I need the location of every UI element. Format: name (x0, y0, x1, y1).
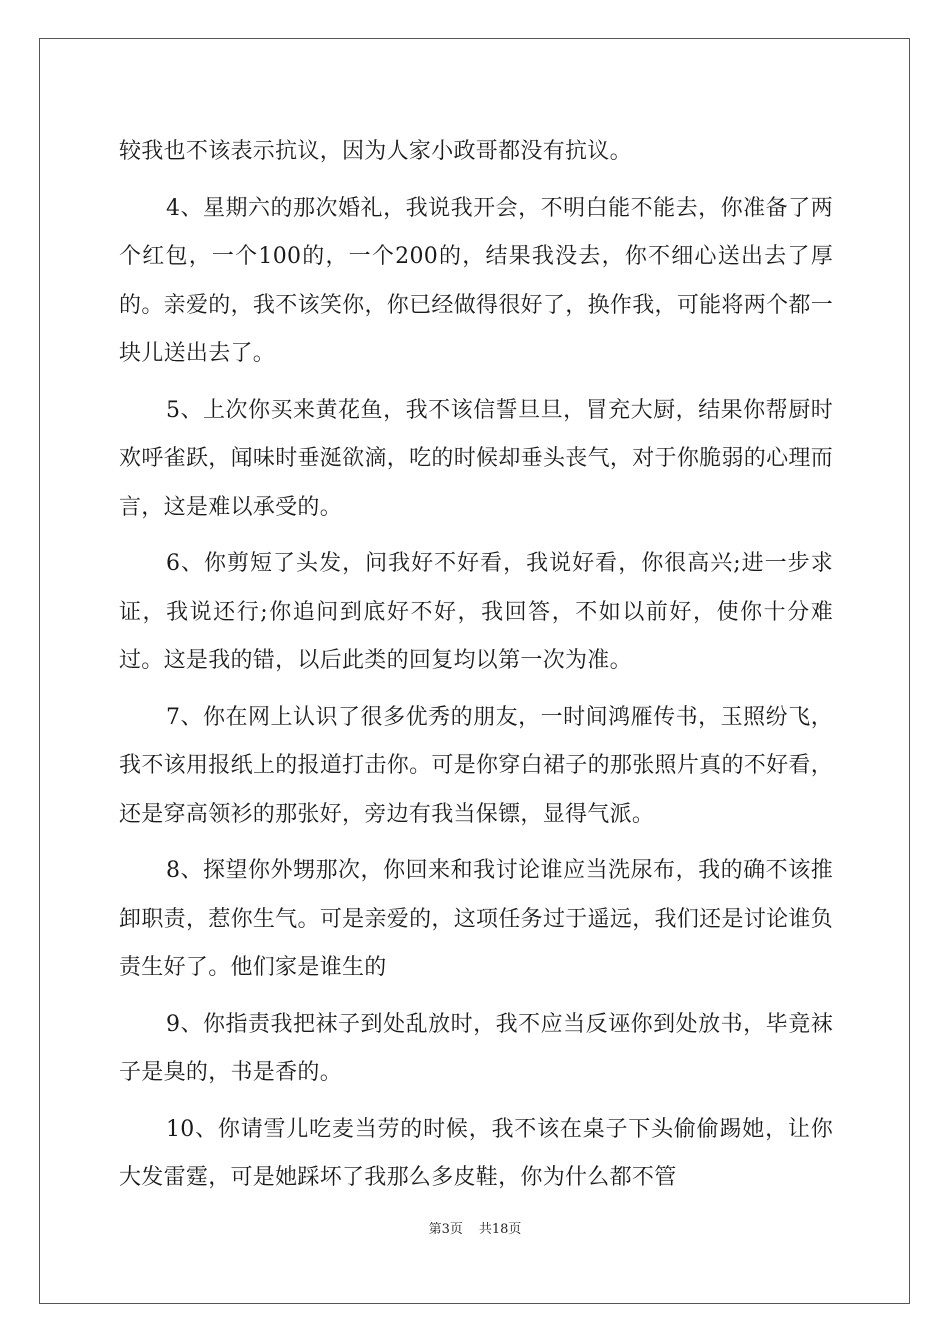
page-footer (0, 1218, 950, 1237)
paragraph-item-5: 5、上次你买来黄花鱼，我不该信誓旦旦，冒充大厨，结果你帮厨时欢呼雀跃，闻味时垂涎欲滴，吃的时候却垂头丧气，对于你脆弱的心理而言，这是难以承受的。 (119, 397, 833, 520)
paragraph-item-7: 7、你在网上认识了很多优秀的朋友，一时间鸿雁传书，玉照纷飞，我不该用报纸上的报道打击你。可是你穿白裙子的那张照片真的不好看，还是穿高领衫的那张好，旁边有我当保镖，显得气派。 (119, 704, 833, 827)
paragraph-item-8: 8、探望你外甥那次，你回来和我讨论谁应当洗尿布，我的确不该推卸职责，惹你生气。可是亲爱的，这项任务过于遥远，我们还是讨论谁负责生好了。他们家是谁生的 (119, 858, 833, 980)
page-number: 第3页 (428, 1222, 463, 1237)
paragraph-item-9: 9、你指责我把袜子到处乱放时，我不应当反诬你到处放书，毕竟袜子是臭的，书是香的。 (119, 1011, 833, 1085)
paragraph-item-4: 4、星期六的那次婚礼，我说我开会，不明白能不能去，你准备了两个红包，一个100的，一个200的，结果我没去，你不细心送出去了厚的。亲爱的，我不该笑你，你已经做得很好了，换作我，可能将两个都一块儿送出去了。 (119, 195, 833, 366)
paragraph-continuation: 较我也不该表示抗议，因为人家小政哥都没有抗议。 (119, 139, 632, 164)
paragraph-item-10: 10、你请雪儿吃麦当劳的时候，我不该在桌子下头偷偷踢她，让你大发雷霆，可是她踩坏了我那么多皮鞋，你为什么都不管 (119, 1116, 833, 1190)
paragraph-item-6: 6、你剪短了头发，问我好不好看，我说好看，你很高兴;进一步求证，我说还行;你追问到底好不好，我回答，不如以前好，使你十分难过。这是我的错，以后此类的回复均以第一次为准。 (119, 551, 833, 673)
page-total: 共18页 (478, 1222, 522, 1237)
document-body (119, 128, 833, 1203)
